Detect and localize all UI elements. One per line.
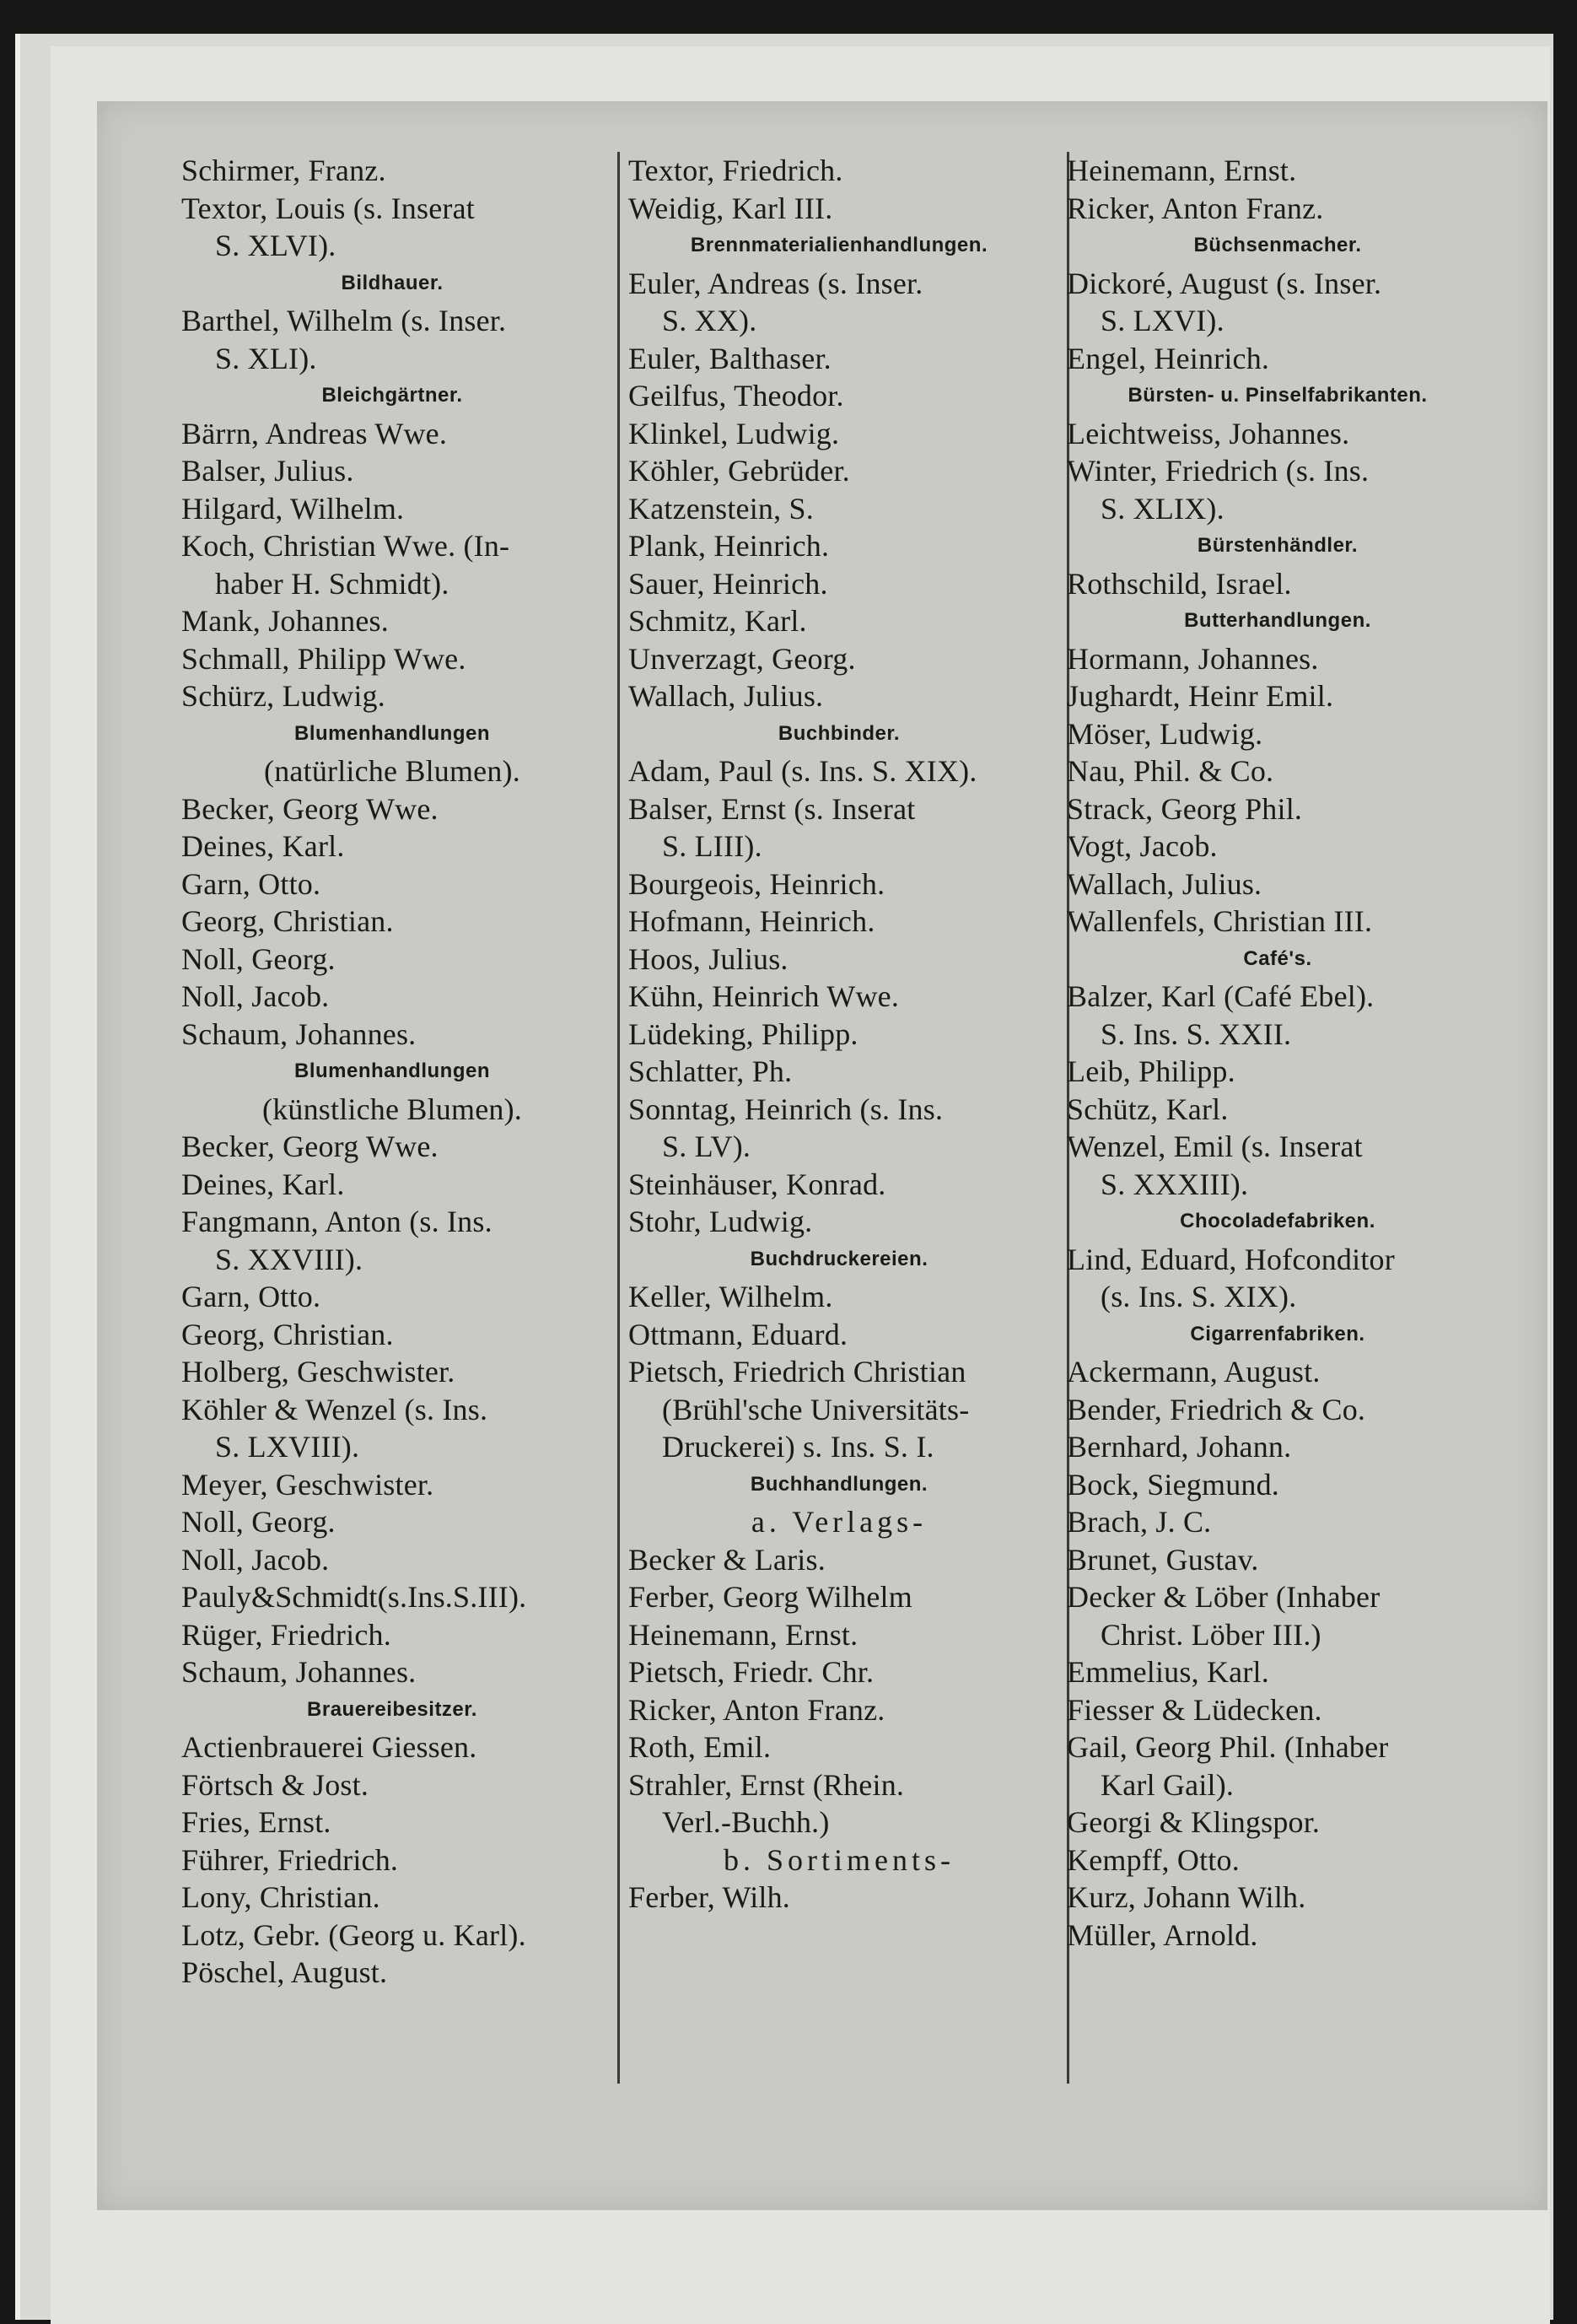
directory-entry: Noll, Georg. xyxy=(181,941,336,976)
directory-entry: Lony, Christian. xyxy=(181,1880,380,1914)
directory-entry: Brunet, Gustav. xyxy=(1067,1542,1259,1577)
category-heading: Bürstenhändler. xyxy=(1197,534,1359,557)
directory-entry: Lind, Eduard, Hofconditor xyxy=(1067,1242,1395,1276)
directory-entry: Rüger, Friedrich. xyxy=(181,1617,391,1652)
category-heading: Blumenhandlungen xyxy=(294,721,490,745)
entry-continuation: Verl.-Buchh.) xyxy=(662,1805,830,1839)
directory-entry: Strahler, Ernst (Rhein. xyxy=(628,1767,905,1802)
directory-entry: Förtsch & Jost. xyxy=(181,1767,369,1802)
directory-entry: Bender, Friedrich & Co. xyxy=(1067,1392,1366,1426)
category-heading: Brauereibesitzer. xyxy=(307,1697,477,1721)
directory-entry: Bourgeois, Heinrich. xyxy=(628,866,885,901)
print-area xyxy=(97,101,1547,2210)
section-subheading: b. Sortiments- xyxy=(724,1842,955,1877)
entry-continuation: S. XLI). xyxy=(215,341,317,375)
entry-continuation: S. Ins. S. XXII. xyxy=(1101,1016,1292,1051)
directory-entry: Actienbrauerei Giessen. xyxy=(181,1730,477,1764)
directory-entry: Weidig, Karl III. xyxy=(628,191,833,225)
directory-entry: Plank, Heinrich. xyxy=(628,529,830,563)
directory-entry: Koch, Christian Wwe. (In- xyxy=(181,529,510,563)
directory-entry: Georg, Christian. xyxy=(181,1317,394,1351)
directory-entry: Bärrn, Andreas Wwe. xyxy=(181,416,448,450)
directory-entry: Becker, Georg Wwe. xyxy=(181,791,439,826)
directory-entry: Schmall, Philipp Wwe. xyxy=(181,641,466,676)
directory-entry: Heinemann, Ernst. xyxy=(1067,154,1297,187)
directory-entry: Leichtweiss, Johannes. xyxy=(1067,416,1350,450)
directory-entry: Gail, Georg Phil. (Inhaber xyxy=(1067,1730,1389,1764)
directory-entry: Deines, Karl. xyxy=(181,829,345,863)
entry-continuation: Druckerei) s. Ins. S. I. xyxy=(662,1430,934,1464)
directory-entry: Kurz, Johann Wilh. xyxy=(1067,1880,1306,1914)
entry-continuation: S. XLVI). xyxy=(215,229,336,262)
directory-column-3 xyxy=(1067,152,1488,1954)
directory-entry: Köhler, Gebrüder. xyxy=(628,454,850,488)
entry-continuation: S. XXVIII). xyxy=(215,1242,363,1276)
entry-continuation: S. XX). xyxy=(662,304,757,337)
directory-entry: Wallach, Julius. xyxy=(628,679,824,713)
directory-entry: Führer, Friedrich. xyxy=(181,1842,399,1877)
directory-entry: Leib, Philipp. xyxy=(1067,1054,1235,1088)
directory-entry: Engel, Heinrich. xyxy=(1067,341,1270,375)
directory-entry: Kempff, Otto. xyxy=(1067,1842,1240,1877)
directory-entry: Roth, Emil. xyxy=(628,1730,772,1764)
entry-continuation: S. XXXIII). xyxy=(1101,1167,1249,1201)
directory-entry: Steinhäuser, Konrad. xyxy=(628,1167,886,1201)
directory-entry: Ackermann, August. xyxy=(1067,1355,1321,1388)
directory-entry: Hoos, Julius. xyxy=(628,941,788,976)
category-heading: Cigarrenfabriken. xyxy=(1190,1322,1365,1345)
directory-entry: Georgi & Klingspor. xyxy=(1067,1805,1321,1839)
directory-entry: Klinkel, Ludwig. xyxy=(628,416,840,450)
directory-entry: Balzer, Karl (Café Ebel). xyxy=(1067,979,1375,1013)
directory-entry: Fiesser & Lüdecken. xyxy=(1067,1692,1322,1727)
category-subheading: (künstliche Blumen). xyxy=(262,1092,522,1126)
category-heading: Buchbinder. xyxy=(778,721,901,745)
category-heading: Bildhauer. xyxy=(341,271,444,294)
category-heading: Buchhandlungen. xyxy=(750,1472,928,1496)
directory-entry: Schaum, Johannes. xyxy=(181,1655,417,1689)
entry-continuation: Karl Gail). xyxy=(1101,1767,1235,1802)
directory-entry: Winter, Friedrich (s. Ins. xyxy=(1067,454,1370,488)
directory-entry: Euler, Balthaser. xyxy=(628,341,832,375)
directory-entry: Emmelius, Karl. xyxy=(1067,1655,1269,1689)
directory-entry: Wallach, Julius. xyxy=(1067,866,1262,901)
directory-entry: Hofmann, Heinrich. xyxy=(628,904,875,938)
directory-entry: Adam, Paul (s. Ins. S. XIX). xyxy=(628,754,977,788)
directory-column-1 xyxy=(181,152,603,1992)
directory-entry: Fries, Ernst. xyxy=(181,1805,331,1839)
directory-entry: Pauly&Schmidt(s.Ins.S.III). xyxy=(181,1580,527,1614)
directory-entry: Garn, Otto. xyxy=(181,866,321,901)
directory-entry: Köhler & Wenzel (s. Ins. xyxy=(181,1392,488,1426)
directory-entry: Ferber, Wilh. xyxy=(628,1880,791,1914)
directory-entry: Schütz, Karl. xyxy=(1067,1092,1229,1126)
directory-entry: Dickoré, August (s. Inser. xyxy=(1067,266,1382,300)
directory-entry: Schmitz, Karl. xyxy=(628,604,807,638)
directory-entry: Fangmann, Anton (s. Ins. xyxy=(181,1205,492,1238)
directory-entry: Müller, Arnold. xyxy=(1067,1917,1258,1952)
directory-entry: Textor, Friedrich. xyxy=(628,154,843,187)
entry-continuation: (Brühl'sche Universitäts- xyxy=(662,1392,970,1426)
directory-entry: Brach, J. C. xyxy=(1067,1505,1212,1539)
directory-column-2 xyxy=(628,152,1050,1917)
entry-continuation: haber H. Schmidt). xyxy=(215,566,449,601)
category-heading: Brennmaterialienhandlungen. xyxy=(690,234,988,256)
category-heading: Chocoladefabriken. xyxy=(1180,1210,1375,1232)
directory-entry: Rothschild, Israel. xyxy=(1067,566,1292,601)
directory-entry: Wallenfels, Christian III. xyxy=(1067,904,1373,938)
entry-continuation: S. XLIX). xyxy=(1101,491,1224,526)
directory-entry: Lotz, Gebr. (Georg u. Karl). xyxy=(181,1917,526,1952)
directory-entry: Schlatter, Ph. xyxy=(628,1054,793,1088)
directory-entry: Schaum, Johannes. xyxy=(181,1016,417,1051)
directory-entry: Heinemann, Ernst. xyxy=(628,1617,858,1652)
directory-entry: Noll, Jacob. xyxy=(181,1542,330,1577)
directory-entry: Lüdeking, Philipp. xyxy=(628,1016,858,1051)
directory-entry: Ricker, Anton Franz. xyxy=(628,1692,885,1727)
directory-entry: Decker & Löber (Inhaber xyxy=(1067,1580,1381,1614)
directory-entry: Sauer, Heinrich. xyxy=(628,566,828,601)
directory-entry: Bock, Siegmund. xyxy=(1067,1467,1279,1502)
directory-entry: Ottmann, Eduard. xyxy=(628,1317,848,1351)
directory-entry: Stohr, Ludwig. xyxy=(628,1205,813,1238)
directory-entry: Strack, Georg Phil. xyxy=(1067,791,1303,826)
directory-entry: Unverzagt, Georg. xyxy=(628,641,856,676)
directory-entry: Keller, Wilhelm. xyxy=(628,1280,833,1313)
directory-entry: Pöschel, August. xyxy=(181,1955,388,1989)
directory-entry: Vogt, Jacob. xyxy=(1067,829,1218,863)
category-subheading: (natürliche Blumen). xyxy=(264,754,520,788)
category-heading: Bürsten- u. Pinselfabrikanten. xyxy=(1128,384,1428,407)
directory-entry: Garn, Otto. xyxy=(181,1280,321,1313)
entry-continuation: S. LIII). xyxy=(662,829,762,863)
directory-entry: Becker, Georg Wwe. xyxy=(181,1130,439,1163)
directory-entry: Pietsch, Friedr. Chr. xyxy=(628,1655,875,1689)
directory-entry: Textor, Louis (s. Inserat xyxy=(181,191,475,225)
category-heading: Café's. xyxy=(1243,946,1312,970)
category-heading: Blumenhandlungen xyxy=(294,1060,490,1082)
directory-entry: Mank, Johannes. xyxy=(181,604,389,638)
section-subheading: a. Verlags- xyxy=(751,1505,928,1539)
directory-entry: Deines, Karl. xyxy=(181,1167,345,1201)
directory-entry: Euler, Andreas (s. Inser. xyxy=(628,266,923,300)
directory-entry: Sonntag, Heinrich (s. Ins. xyxy=(628,1092,944,1126)
directory-entry: Ferber, Georg Wilhelm xyxy=(628,1580,912,1614)
directory-entry: Ricker, Anton Franz. xyxy=(1067,191,1324,225)
column-divider-1 xyxy=(617,152,620,2084)
directory-entry: Nau, Phil. & Co. xyxy=(1067,754,1274,788)
category-heading: Bleichgärtner. xyxy=(321,384,463,407)
entry-continuation: (s. Ins. S. XIX). xyxy=(1101,1280,1297,1313)
directory-entry: Balser, Julius. xyxy=(181,454,354,488)
directory-entry: Hilgard, Wilhelm. xyxy=(181,491,405,526)
directory-entry: Hormann, Johannes. xyxy=(1067,641,1319,676)
category-heading: Butterhandlungen. xyxy=(1184,609,1371,632)
category-heading: Buchdruckereien. xyxy=(750,1247,928,1270)
directory-entry: Bernhard, Johann. xyxy=(1067,1430,1292,1464)
directory-entry: Noll, Georg. xyxy=(181,1505,336,1539)
directory-entry: Barthel, Wilhelm (s. Inser. xyxy=(181,304,507,337)
directory-entry: Holberg, Geschwister. xyxy=(181,1355,455,1388)
entry-continuation: S. LXVIII). xyxy=(215,1430,360,1464)
directory-entry: Noll, Jacob. xyxy=(181,979,330,1013)
directory-entry: Katzenstein, S. xyxy=(628,491,814,526)
category-heading: Büchsenmacher. xyxy=(1193,234,1362,256)
entry-continuation: Christ. Löber III.) xyxy=(1101,1617,1321,1652)
directory-entry: Pietsch, Friedrich Christian xyxy=(628,1355,966,1388)
directory-entry: Geilfus, Theodor. xyxy=(628,379,844,412)
directory-entry: Kühn, Heinrich Wwe. xyxy=(628,979,900,1013)
directory-entry: Schirmer, Franz. xyxy=(181,154,386,187)
directory-entry: Jughardt, Heinr Emil. xyxy=(1067,679,1334,713)
directory-entry: Becker & Laris. xyxy=(628,1542,826,1577)
directory-entry: Balser, Ernst (s. Inserat xyxy=(628,791,916,826)
directory-entry: Schürz, Ludwig. xyxy=(181,679,385,713)
directory-entry: Meyer, Geschwister. xyxy=(181,1467,434,1502)
entry-continuation: S. LV). xyxy=(662,1130,751,1163)
directory-entry: Möser, Ludwig. xyxy=(1067,716,1263,751)
directory-entry: Wenzel, Emil (s. Inserat xyxy=(1067,1130,1363,1163)
entry-continuation: S. LXVI). xyxy=(1101,304,1224,337)
directory-entry: Georg, Christian. xyxy=(181,904,394,938)
